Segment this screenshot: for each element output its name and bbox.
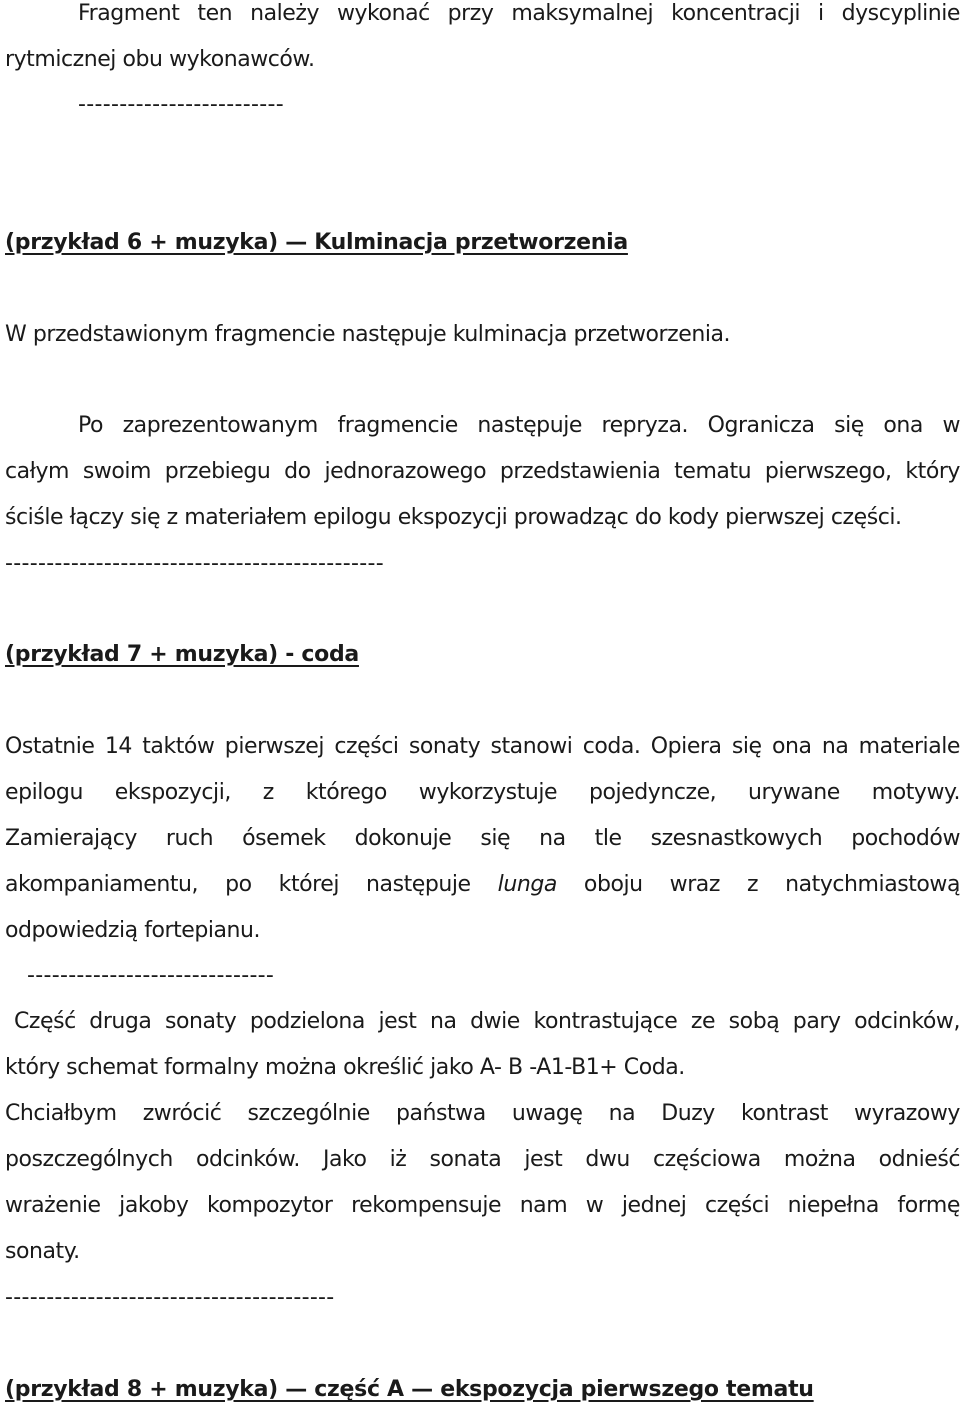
paragraph-6-line-3: wrażenie jakoby kompozytor rekompensuje nam w jednej części niepełna formę (5, 1193, 960, 1218)
paragraph-5-line-2: który schemat formalny można określić jako A- B -A1-B1+ Coda. (5, 1055, 685, 1080)
paragraph-4-line-2: epilogu ekspozycji, z którego wykorzystuje pojedyncze, urywane motywy. (5, 780, 960, 805)
paragraph-4-line-4-text-b: oboju wraz z natychmiastową (556, 872, 960, 897)
heading-example-7: (przykład 7 + muzyka) - coda (5, 642, 359, 667)
paragraph-3-line-3: ściśle łączy się z materiałem epilogu ekspozycji prowadząc do kody pierwszej części. (5, 505, 902, 530)
paragraph-5-line-1: Część druga sonaty podzielona jest na dwie kontrastujące ze sobą pary odcinków, (14, 1009, 960, 1034)
paragraph-3-line-1: Po zaprezentowanym fragmencie następuje repryza. Ogranicza się ona w (78, 413, 960, 438)
paragraph-4-line-3: Zamierający ruch ósemek dokonuje się na tle szesnastkowych pochodów (5, 826, 960, 851)
paragraph-2: W przedstawionym fragmencie następuje kulminacja przetworzenia. (5, 322, 731, 347)
paragraph-1-line-1: Fragment ten należy wykonać przy maksymalnej koncentracji i dyscyplinie (78, 1, 960, 26)
paragraph-1-line-2: rytmicznej obu wykonawców. (5, 47, 315, 72)
separator-1: ------------------------- (78, 92, 284, 117)
paragraph-4-line-1: Ostatnie 14 taktów pierwszej części sonaty stanowi coda. Opiera się ona na materiale (5, 734, 960, 759)
separator-4: ---------------------------------------- (5, 1285, 335, 1310)
italic-term-lunga: lunga (497, 872, 557, 897)
paragraph-4-line-4 (5, 871, 960, 899)
paragraph-6-line-2: poszczególnych odcinków. Jako iż sonata jest dwu częściowa można odnieść (5, 1147, 960, 1172)
paragraph-4-line-5: odpowiedzią fortepianu. (5, 918, 261, 943)
paragraph-4-line-4-text-a: akompaniamentu, po której następuje (5, 872, 498, 897)
separator-3: ------------------------------ (27, 963, 275, 988)
paragraph-6-line-4: sonaty. (5, 1239, 80, 1264)
paragraph-3-line-2: całym swoim przebiegu do jednorazowego przedstawienia tematu pierwszego, który (5, 459, 960, 484)
heading-example-8: (przykład 8 + muzyka) — część A — ekspozycja pierwszego tematu (5, 1377, 814, 1402)
paragraph-6-line-1: Chciałbym zwrócić szczególnie państwa uwagę na Duzy kontrast wyrazowy (5, 1101, 960, 1126)
separator-2: ---------------------------------------------- (5, 551, 384, 576)
heading-example-6: (przykład 6 + muzyka) — Kulminacja przetworzenia (5, 230, 628, 255)
